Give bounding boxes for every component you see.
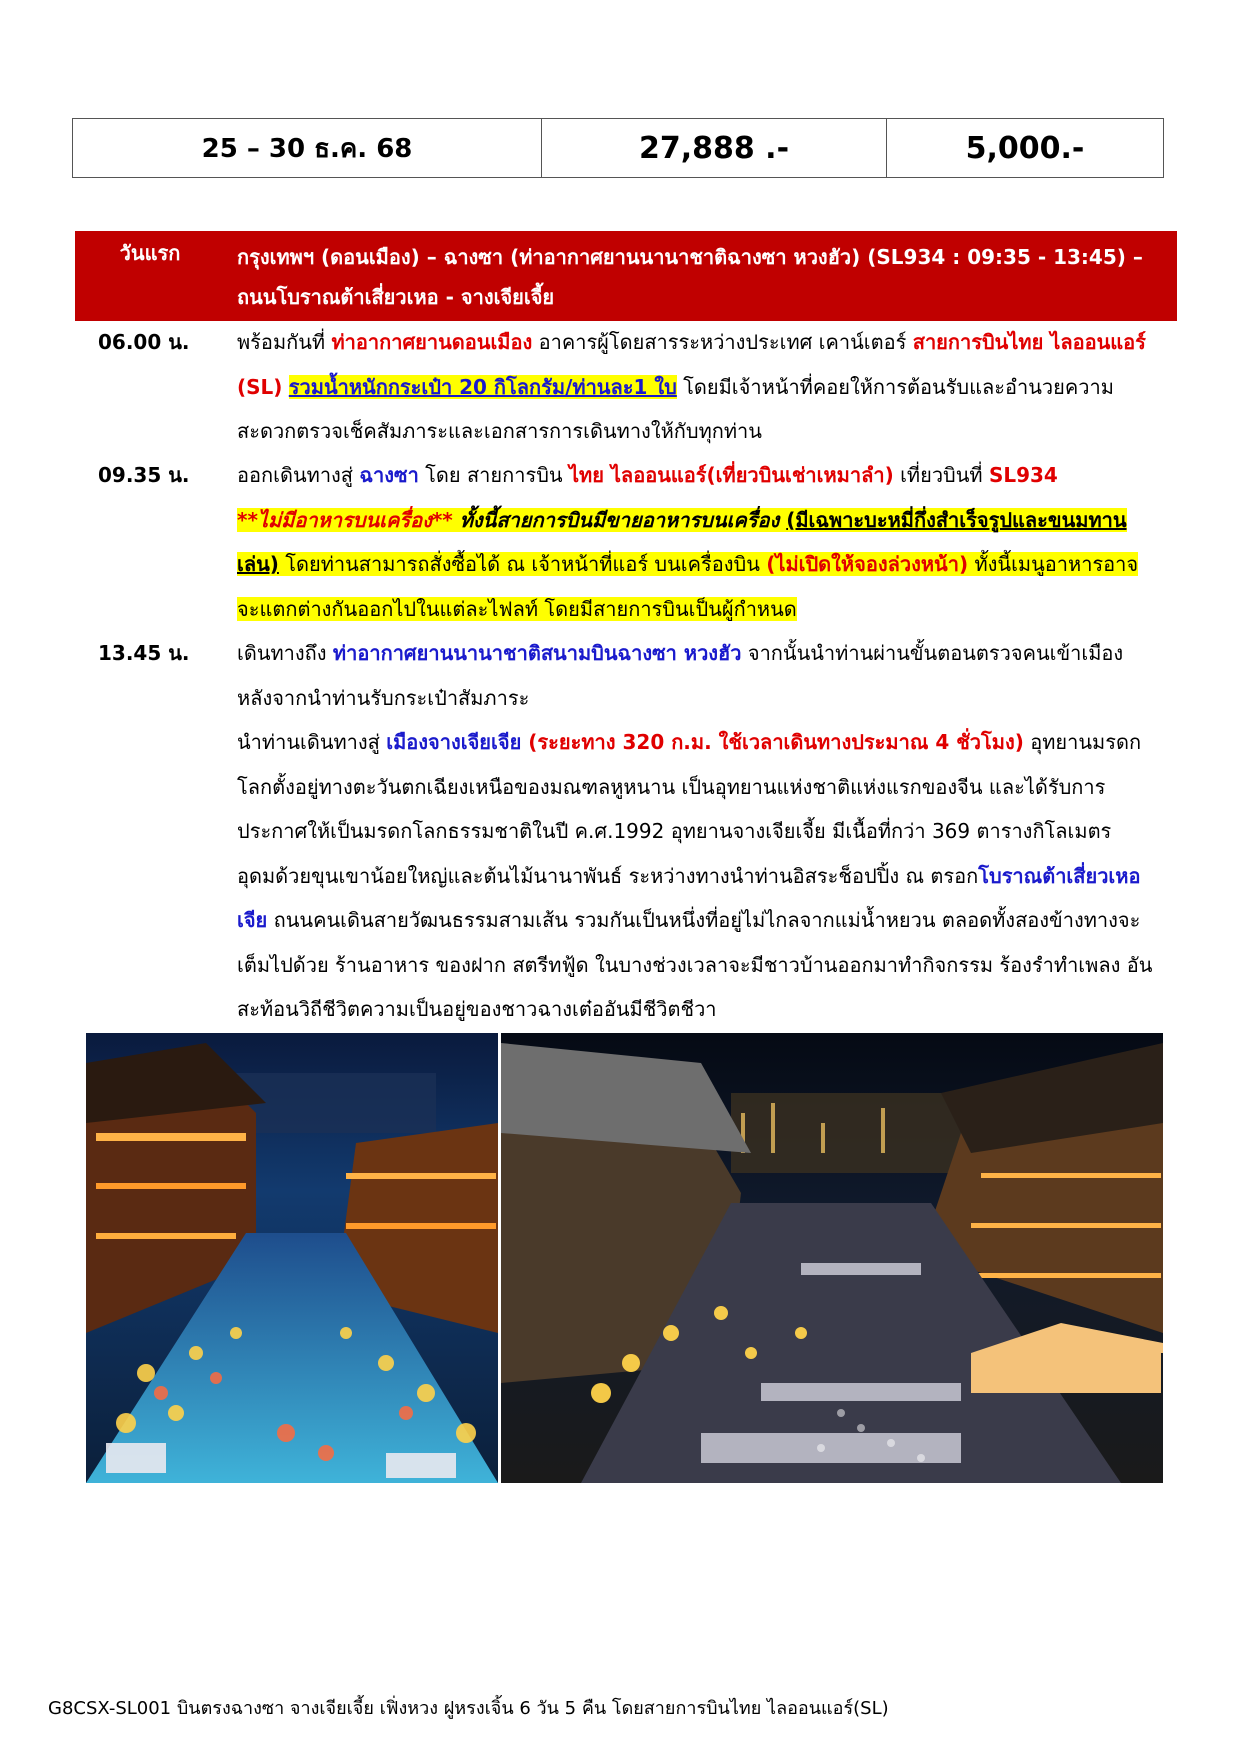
price-row [73,119,1164,178]
schedule-text [237,453,1155,631]
schedule-time: 13.45 น. [98,641,190,665]
meal-note: ทั้งนี้สายการบินมีขายอาหารบนเครื่อง [452,507,787,532]
day-header [75,231,1177,321]
schedule-text [237,631,1155,1032]
old-town-photo-left [86,1033,498,1483]
airport-name: ท่าอากาศยานนานาชาติสนามบินฉางซา หวงฮัว [332,641,742,665]
old-town-photo-right [501,1033,1163,1483]
schedule-time: 06.00 น. [98,330,190,354]
text-segment: เที่ยวบินที่ [893,463,989,487]
price-table [72,118,1164,178]
text-segment: นำท่านเดินทางสู่ [237,730,387,754]
destination-name: ฉางซา [359,463,419,487]
airport-name: ท่าอากาศยานดอนเมือง [331,330,533,354]
text-segment: โดยมีเจ้าหน้าที่คอยให้การต้อนรับและอำนวยความสะดวกตรวจเช็คสัมภาระและเอกสารการเดินทางให้กับทุกท่าน [237,374,1114,443]
text-segment: พร้อมกันที่ [237,330,332,354]
text-segment: จากนั้นนำท่านผ่านขั้นตอนตรวจคนเข้าเมือง หลังจากนำท่านรับกระเป๋าสัมภาระ [237,641,1124,710]
no-preorder-note: (ไม่เปิดให้จองล่วงหน้า) [766,552,969,576]
text-segment: อาคารผู้โดยสารระหว่างประเทศ เคาน์เตอร์ [532,330,913,354]
text-segment: อุทยานมรดกโลกตั้งอยู่ทางตะวันตกเฉียงเหนือของมณฑลหูหนาน เป็นอุทยานแห่งชาติแห่งแรกของจีน และได้รับการประกาศให้เป็นมรดกโลกธรรมชาติในปี ค.ศ.1992 อุทยานจางเจียเจี้ย มีเนื้อที่กว่า 369 ตารางกิโลเมตร อุดมด้วยขุนเขาน้อยใหญ่และต้นไม้นานาพันธ์ ระหว่างทางนำท่านอิสระช็อปปิ้ง ณ ตรอก [237,730,1142,888]
price-cell: 27,888 .- [542,119,887,178]
text-segment: โดย สายการบิน [418,463,569,487]
text-segment: โดยท่านสามารถสั่งซื้อได้ ณ เจ้าหน้าที่แอร์ บนเครื่องบิน [278,552,767,576]
text-segment [282,375,288,399]
text-segment: เดินทางถึง [237,641,333,665]
schedule-time: 09.35 น. [98,463,190,487]
schedule-text [237,320,1155,454]
airline-name: ไทย ไลออนแอร์(เที่ยวบินเช่าเหมาลำ) [568,463,894,487]
travel-date-cell: 25 – 30 ธ.ค. 68 [73,119,542,178]
airline-name: สายการบินไทย ไลออนแอร์ (SL) [237,330,1146,399]
text-segment: ถนนคนเดินสายวัฒนธรรมสามเส้น รวมกันเป็นหนึ่งที่อยู่ไม่ไกลจากแม่น้ำหยวน ตลอดทั้งสองข้างทางจะเต็มไปด้วย ร้านอาหาร ของฝาก สตรีทฟู้ด ในบางช่วงเวลาจะมีชาวบ้านออกมาทำกิจกรรม ร้องรำทำเพลง อันสะท้อนวิถีชีวิตความเป็นอยู่ของชาวฉางเต๋ออันมีชีวิตชีวา [237,908,1153,1021]
footer-text: G8CSX-SL001 บินตรงฉางซา จางเจียเจี้ย เฟิ่งหวง ฝูหรงเจิ้น 6 วัน 5 คืน โดยสายการบินไทย ไลออนแอร์(SL) [48,1698,889,1719]
no-meal-note: **ไม่มีอาหารบนเครื่อง** [237,507,453,532]
old-town-name: โบราณต้าเสี่ยวเหอเจีย [237,863,1141,932]
city-name: เมืองจางเจียเจีย [386,730,522,754]
meal-detail: (มีเฉพาะบะหมี่กึ่งสำเร็จรูปและขนมทานเล่น) [237,507,1127,576]
flight-number: SL934 [988,463,1058,487]
text-segment: ทั้งนี้เมนูอาหารอาจจะแตกต่างกันออกไปในแต่ละไฟลท์ โดยมีสายการบินเป็นผู้กำหนด [237,552,1139,621]
distance-note: (ระยะทาง 320 ก.ม. ใช้เวลาเดินทางประมาณ 4 ชั่วโมง) [521,730,1024,754]
day-title: กรุงเทพฯ (ดอนเมือง) – ฉางซา (ท่าอากาศยานนานาชาติฉางซา หวงฮัว) (SL934 : 09:35 - 13:45) – ถนนโบราณต้าเสี่ยวเหอ - จางเจียเจี้ย [237,245,1143,309]
baggage-note: รวมน้ำหนักกระเป๋า 20 กิโลกรัม/ท่านละ1 ใบ [288,374,677,399]
photo-gallery [86,1033,1163,1483]
extra-charge-cell: 5,000.- [887,119,1164,178]
text-segment: ออกเดินทางสู่ [237,463,360,487]
day-label: วันแรก [119,241,181,265]
